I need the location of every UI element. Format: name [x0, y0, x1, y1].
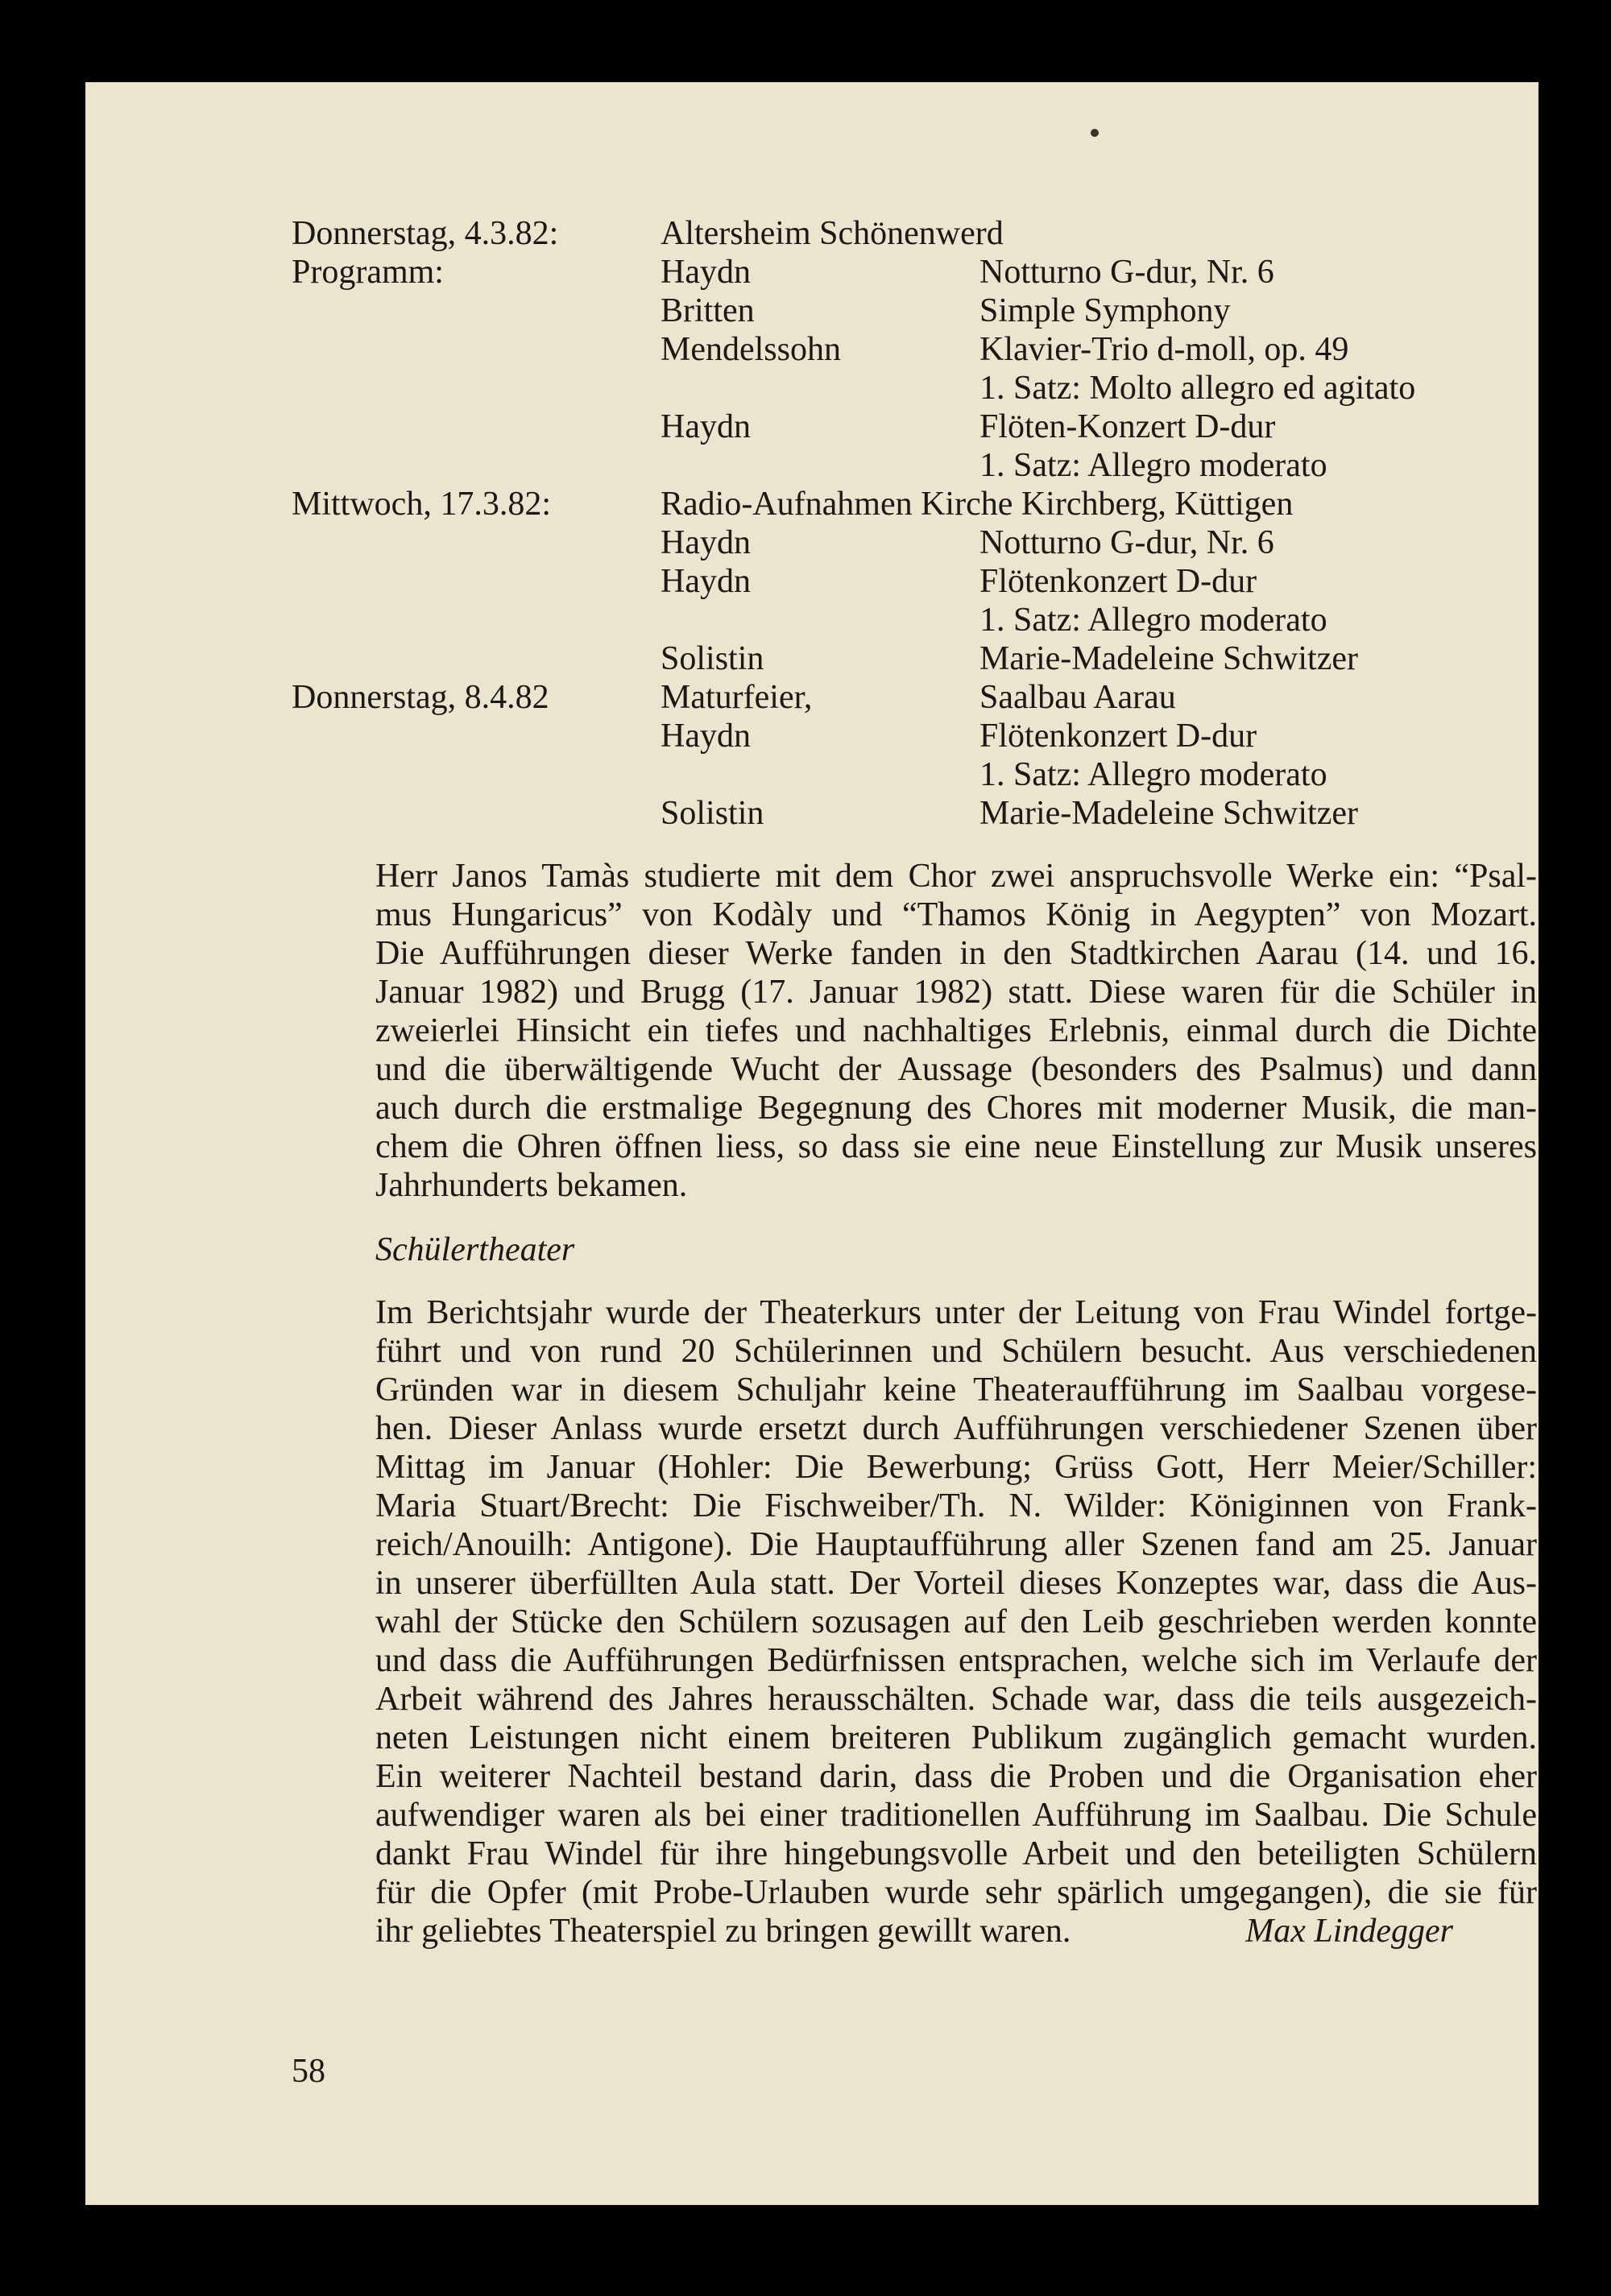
- schedule-work: Flötenkonzert D-dur: [979, 718, 1257, 755]
- schedule-composer: Haydn: [661, 524, 751, 561]
- schedule-work: Notturno G-dur, Nr. 6: [979, 524, 1274, 561]
- schedule-venue: Altersheim Schönenwerd: [661, 215, 1004, 252]
- paragraph-line: Mittag im Januar (Hohler: Die Bewerbung; Grüss Gott, Herr Meier/Schiller:: [375, 1449, 1537, 1486]
- paragraph-line: für die Opfer (mit Probe-Urlauben wurde sehr spärlich umgegangen), die sie für: [375, 1874, 1537, 1911]
- schedule-work: Flöten-Konzert D-dur: [979, 408, 1276, 445]
- paragraph-line: hen. Dieser Anlass wurde ersetzt durch Aufführungen verschiedener Szenen über: [375, 1410, 1537, 1447]
- schedule-composer: Britten: [661, 292, 755, 329]
- schedule-work: Klavier-Trio d-moll, op. 49: [979, 331, 1349, 368]
- paragraph-line: Arbeit während des Jahres herausschälten. Schade war, dass die teils ausgezeich-: [375, 1681, 1537, 1718]
- paragraph-line: Januar 1982) und Brugg (17. Januar 1982) statt. Diese waren für die Schüler in: [375, 974, 1537, 1011]
- schedule-movement: 1. Satz: Allegro moderato: [979, 447, 1327, 484]
- paragraph-line: neten Leistungen nicht einem breiteren Publikum zugänglich gemacht wurden.: [375, 1719, 1537, 1756]
- schedule-soloist-label: Solistin: [661, 640, 764, 677]
- paragraph-line: chem die Ohren öffnen liess, so dass sie eine neue Einstellung zur Musik unseres: [375, 1128, 1537, 1165]
- paragraph-line: führt und von rund 20 Schülerinnen und Schülern besucht. Aus verschiedenen: [375, 1333, 1537, 1370]
- schedule-venue: Saalbau Aarau: [979, 679, 1176, 716]
- paragraph-line: Herr Janos Tamàs studierte mit dem Chor zwei anspruchsvolle Werke ein: “Psal-: [375, 858, 1537, 895]
- schedule-date: Donnerstag, 4.3.82:: [292, 215, 559, 252]
- paragraph-line: und die überwältigende Wucht der Aussage (besonders des Psalmus) und dann: [375, 1051, 1537, 1088]
- document-page: [85, 82, 1539, 2205]
- paragraph-line: aufwendiger waren als bei einer traditionellen Aufführung im Saalbau. Die Schule: [375, 1797, 1537, 1834]
- author-signature: Max Lindegger: [1245, 1913, 1453, 1950]
- schedule-venue: Radio-Aufnahmen Kirche Kirchberg, Küttigen: [661, 486, 1294, 523]
- schedule-movement: 1. Satz: Allegro moderato: [979, 756, 1327, 793]
- paragraph-line: dankt Frau Windel für ihre hingebungsvolle Arbeit und den beteiligten Schülern: [375, 1835, 1537, 1872]
- schedule-soloist-label: Solistin: [661, 795, 764, 832]
- schedule-composer: Mendelssohn: [661, 331, 841, 368]
- paragraph-line: und dass die Aufführungen Bedürfnissen entsprachen, welche sich im Verlaufe der: [375, 1642, 1537, 1679]
- schedule-soloist: Marie-Madeleine Schwitzer: [979, 640, 1358, 677]
- schedule-event: Maturfeier,: [661, 679, 813, 716]
- paragraph-line: ihr geliebtes Theaterspiel zu bringen gewillt waren.: [375, 1913, 1071, 1950]
- schedule-composer: Haydn: [661, 408, 751, 445]
- paragraph-line: mus Hungaricus” von Kodàly und “Thamos König in Aegypten” von Mozart.: [375, 896, 1537, 933]
- schedule-date: Mittwoch, 17.3.82:: [292, 486, 551, 523]
- schedule-movement: 1. Satz: Allegro moderato: [979, 602, 1327, 639]
- paragraph-line: Ein weiterer Nachteil bestand darin, dass die Proben und die Organisation eher: [375, 1758, 1537, 1795]
- schedule-work: Flötenkonzert D-dur: [979, 563, 1257, 600]
- paragraph-line: Jahrhunderts bekamen.: [375, 1167, 688, 1204]
- paragraph-line: zweierlei Hinsicht ein tiefes und nachhaltiges Erlebnis, einmal durch die Dichte: [375, 1012, 1537, 1049]
- paragraph-line: Im Berichtsjahr wurde der Theaterkurs unter der Leitung von Frau Windel fortge-: [375, 1294, 1537, 1331]
- paragraph-line: Gründen war in diesem Schuljahr keine Theateraufführung im Saalbau vorgese-: [375, 1371, 1537, 1409]
- schedule-composer: Haydn: [661, 563, 751, 600]
- paragraph-line: Die Aufführungen dieser Werke fanden in den Stadtkirchen Aarau (14. und 16.: [375, 935, 1537, 972]
- schedule-composer: Haydn: [661, 718, 751, 755]
- page-number: 58: [292, 2053, 325, 2090]
- paragraph-line: auch durch die erstmalige Begegnung des Chores mit moderner Musik, die man-: [375, 1090, 1537, 1127]
- paragraph-line: wahl der Stücke den Schülern sozusagen auf den Leib geschrieben werden konnte: [375, 1603, 1537, 1640]
- paragraph-line: reich/Anouilh: Antigone). Die Hauptaufführung aller Szenen fand am 25. Januar: [375, 1526, 1537, 1563]
- paragraph-line: Maria Stuart/Brecht: Die Fischweiber/Th. N. Wilder: Königinnen von Frank-: [375, 1487, 1537, 1524]
- paragraph-line: in unserer überfüllten Aula statt. Der Vorteil dieses Konzeptes war, dass die Aus-: [375, 1565, 1537, 1602]
- schedule-soloist: Marie-Madeleine Schwitzer: [979, 795, 1358, 832]
- section-heading: Schülertheater: [375, 1231, 575, 1268]
- schedule-work: Simple Symphony: [979, 292, 1231, 329]
- schedule-label: Programm:: [292, 254, 444, 291]
- schedule-date: Donnerstag, 8.4.82: [292, 679, 549, 716]
- ink-speck: [1091, 129, 1099, 137]
- schedule-movement: 1. Satz: Molto allegro ed agitato: [979, 370, 1416, 407]
- schedule-composer: Haydn: [661, 254, 751, 291]
- schedule-work: Notturno G-dur, Nr. 6: [979, 254, 1274, 291]
